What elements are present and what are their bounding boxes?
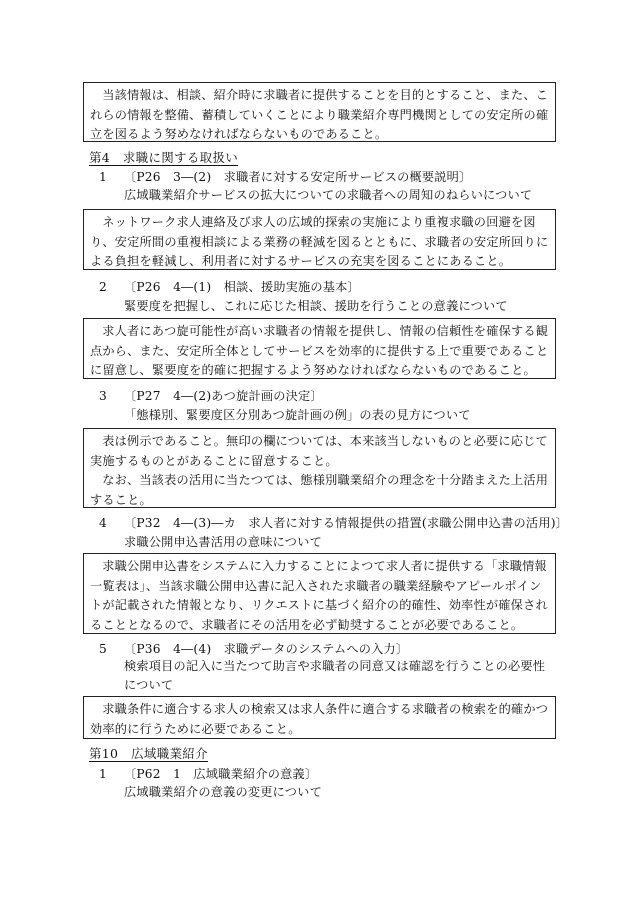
item-4-subject: 求職公開申込書活用の意味について	[124, 535, 322, 549]
item-2-reference: 〔P26 4―(1) 相談、援助実施の基本〕	[124, 280, 360, 294]
section-10-heading: 第10 広域職業紹介	[89, 746, 208, 761]
item-6-reference: 〔P62 1 広域職業紹介の意義〕	[124, 767, 318, 781]
item-5-reference: 〔P36 4―(4) 求職データのシステムへの入力〕	[124, 642, 409, 656]
note-box-2	[83, 209, 556, 270]
item-6-heading	[99, 765, 317, 783]
note-box-4-text-1: 表は例示であること。無印の欄については、本来該当しないものと必要に応じて実施するものとがあることに留意すること。	[90, 434, 548, 468]
note-box-2-text: ネットワーク求人連絡及び求人の広域的探索の実施により重複求職の回避を図り、安定所間の重複相談による業務の軽減を図るとともに、求職者の安定所回りによる負担を軽減し、利用者に対するサービスの充実を図ることにあること。	[90, 215, 549, 268]
item-1-heading	[99, 168, 471, 186]
note-box-3-text: 求人者にあつ旋可能性が高い求職者の情報を提供し、情報の信頼性を確保する観点から、また、安定所全体としてサービスを効率的に提供する上で重要であることに留意し、緊要度を的確に把握するよう努めなければならないものであること。	[90, 324, 549, 377]
item-5-number: 5	[99, 642, 107, 656]
item-2-subject: 緊要度を把握し、これに応じた相談、援助を行うことの意義について	[124, 299, 508, 313]
item-5-subject: 検索項目の記入に当たつて助言や求職者の同意又は確認を行うことの必要性について	[124, 659, 546, 692]
note-box-5-text: 求職公開申込書をシステムに入力することによつて求人者に提供する「求職情報一覧表は」、当該求職公開申込書に記入された求職者の職業経験やアピールポイントが記載された情報となり、リクエストに基づく紹介の的確性、効率性が確保されることとなるので、求職者にその活用を必ず勧奨することが必要であること。	[90, 559, 548, 632]
item-2-number: 2	[99, 280, 107, 294]
item-1-number: 1	[99, 170, 107, 184]
note-box-1-text: 当該情報は、相談、紹介時に求職者に提供することを目的とすること、また、これらの情報を整備、蓄積していくことにより職業紹介専門機関としての安定所の確立を図るよう努めなければならないものであること。	[90, 88, 549, 141]
note-box-4	[83, 428, 556, 508]
item-1-subject: 広域職業紹介サービスの拡大についての求職者への周知のねらいについて	[124, 188, 533, 202]
note-box-3	[83, 318, 556, 379]
note-box-5	[83, 553, 556, 634]
item-6-number: 1	[99, 767, 107, 781]
note-box-6	[83, 696, 556, 739]
item-3-heading	[99, 387, 323, 405]
item-6-subject: 広域職業紹介の意義の変更について	[124, 785, 322, 799]
item-2-heading	[99, 278, 360, 296]
item-4-reference: 〔P32 4―(3)―カ 求人者に対する情報提供の措置(求職公開申込書の活用)〕	[124, 516, 569, 530]
item-3-subject: 「態様別、緊要度区分別あつ旋計画の例」の表の見方について	[124, 408, 471, 422]
note-box-4-text-2: なお、当該表の活用に当たつては、態様別職業紹介の理念を十分踏まえた上活用すること。	[90, 473, 549, 507]
note-box-6-text: 求職条件に適合する求人の検索又は求人条件に適合する求職者の検索を的確かつ効率的に行うために必要であること。	[90, 702, 549, 736]
item-3-number: 3	[99, 389, 107, 403]
item-4-heading	[99, 514, 568, 532]
item-5-heading	[99, 640, 408, 658]
note-box-1	[83, 82, 556, 142]
item-1-reference: 〔P26 3―(2) 求職者に対する安定所サービスの概要説明〕	[124, 170, 472, 184]
item-3-reference: 〔P27 4―(2)あつ旋計画の決定〕	[124, 389, 323, 403]
item-4-number: 4	[99, 516, 107, 530]
section-4-heading: 第4 求職に関する取扱い	[89, 150, 239, 165]
